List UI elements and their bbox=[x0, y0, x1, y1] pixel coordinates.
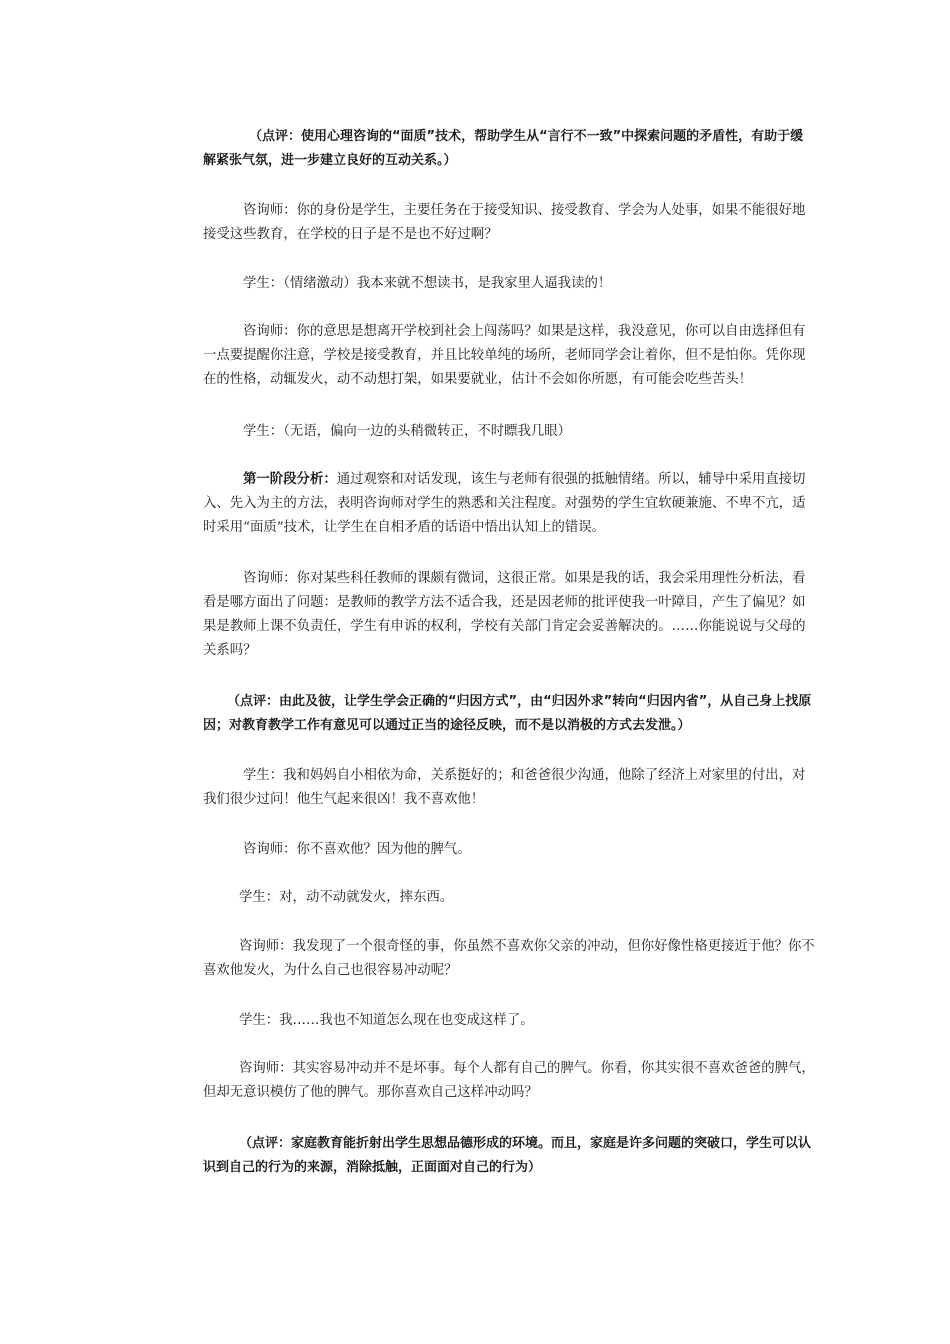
counselor-paragraph-4: 咨询师：你不喜欢他？因为他的脾气。 bbox=[243, 842, 471, 857]
counselor-paragraph-1: 咨询师：你的身份是学生，主要任务在于接受知识、接受教育、学会为人处事，如果不能很好地接受这些教育，在学校的日子是不是也不好过啊？ bbox=[203, 203, 806, 242]
student-paragraph-3: 学生：我和妈妈自小相依为命，关系挺好的；和爸爸很少沟通，他除了经济上对家里的付出，对我们很少过问！他生气起来很凶！我不喜欢他！ bbox=[203, 768, 806, 807]
commentary-paragraph-2: （点评：由此及彼，让学生学会正确的“归因方式”，由“归因外求”转向“归因内省”，从自己身上找原因；对教育教学工作有意见可以通过正当的途径反映，而不是以消极的方式去发泄。） bbox=[203, 694, 812, 733]
counselor-paragraph-2: 咨询师：你的意思是想离开学校到社会上闯荡吗？如果是这样，我没意见，你可以自由选择但有一点要提醒你注意，学校是接受教育，并且比较单纯的场所，老师同学会让着你，但不是怕你。凭你现在的性格，动辄发火，动不动想打架，如果要就业，估计不会如你所愿，有可能会吃些苦头！ bbox=[203, 324, 806, 387]
stage-one-analysis-paragraph bbox=[203, 468, 815, 540]
student-paragraph-1: 学生：（情绪激动）我本来就不想读书，是我家里人逼我读的！ bbox=[243, 276, 612, 291]
student-paragraph-4: 学生：对，动不动就发火，摔东西。 bbox=[239, 890, 454, 905]
stage-one-analysis-body: 通过观察和对话发现，该生与老师有很强的抵触情绪。所以，辅导中采用直接切入、先入为主的方法，表明咨询师对学生的熟悉和关注程度。对强势的学生宜软硬兼施、不卑不亢，适时采用“面质”技术，让学生在自相矛盾的话语中悟出认知上的错误。 bbox=[203, 472, 806, 535]
counselor-paragraph-3: 咨询师：你对某些科任教师的课颇有微词，这很正常。如果是我的话，我会采用理性分析法，看看是哪方面出了问题：是教师的教学方法不适合我，还是因老师的批评使我一叶障目，产生了偏见？如果是教师上课不负责任，学生有申诉的权利，学校有关部门肯定会妥善解决的。……你能说说与父母的关系吗？ bbox=[203, 571, 806, 658]
commentary-paragraph-3: （点评：家庭教育能折射出学生思想品德形成的环境。而且，家庭是许多问题的突破口，学生可以认识到自己的行为的来源，消除抵触，正面面对自己的行为） bbox=[203, 1136, 812, 1175]
student-paragraph-5: 学生：我……我也不知道怎么现在也变成这样了。 bbox=[239, 1013, 534, 1028]
counselor-paragraph-6: 咨询师：其实容易冲动并不是坏事。每个人都有自己的脾气。你看，你其实很不喜欢爸爸的脾气，但却无意识模仿了他的脾气。那你喜欢自己这样冲动吗？ bbox=[203, 1061, 815, 1100]
counselor-paragraph-5: 咨询师：我发现了一个很奇怪的事，你虽然不喜欢你父亲的冲动，但你好像性格更接近于他？你不喜欢他发火，为什么自己也很容易冲动呢？ bbox=[203, 939, 815, 978]
student-paragraph-2: 学生：（无语，偏向一边的头稍微转正，不时瞟我几眼） bbox=[243, 424, 572, 439]
stage-one-analysis-heading: 第一阶段分析： bbox=[243, 472, 337, 487]
commentary-paragraph-1: （点评：使用心理咨询的“面质”技术，帮助学生从“言行不一致”中探索问题的矛盾性，有助于缓解紧张气氛，进一步建立良好的互动关系。） bbox=[203, 129, 804, 168]
